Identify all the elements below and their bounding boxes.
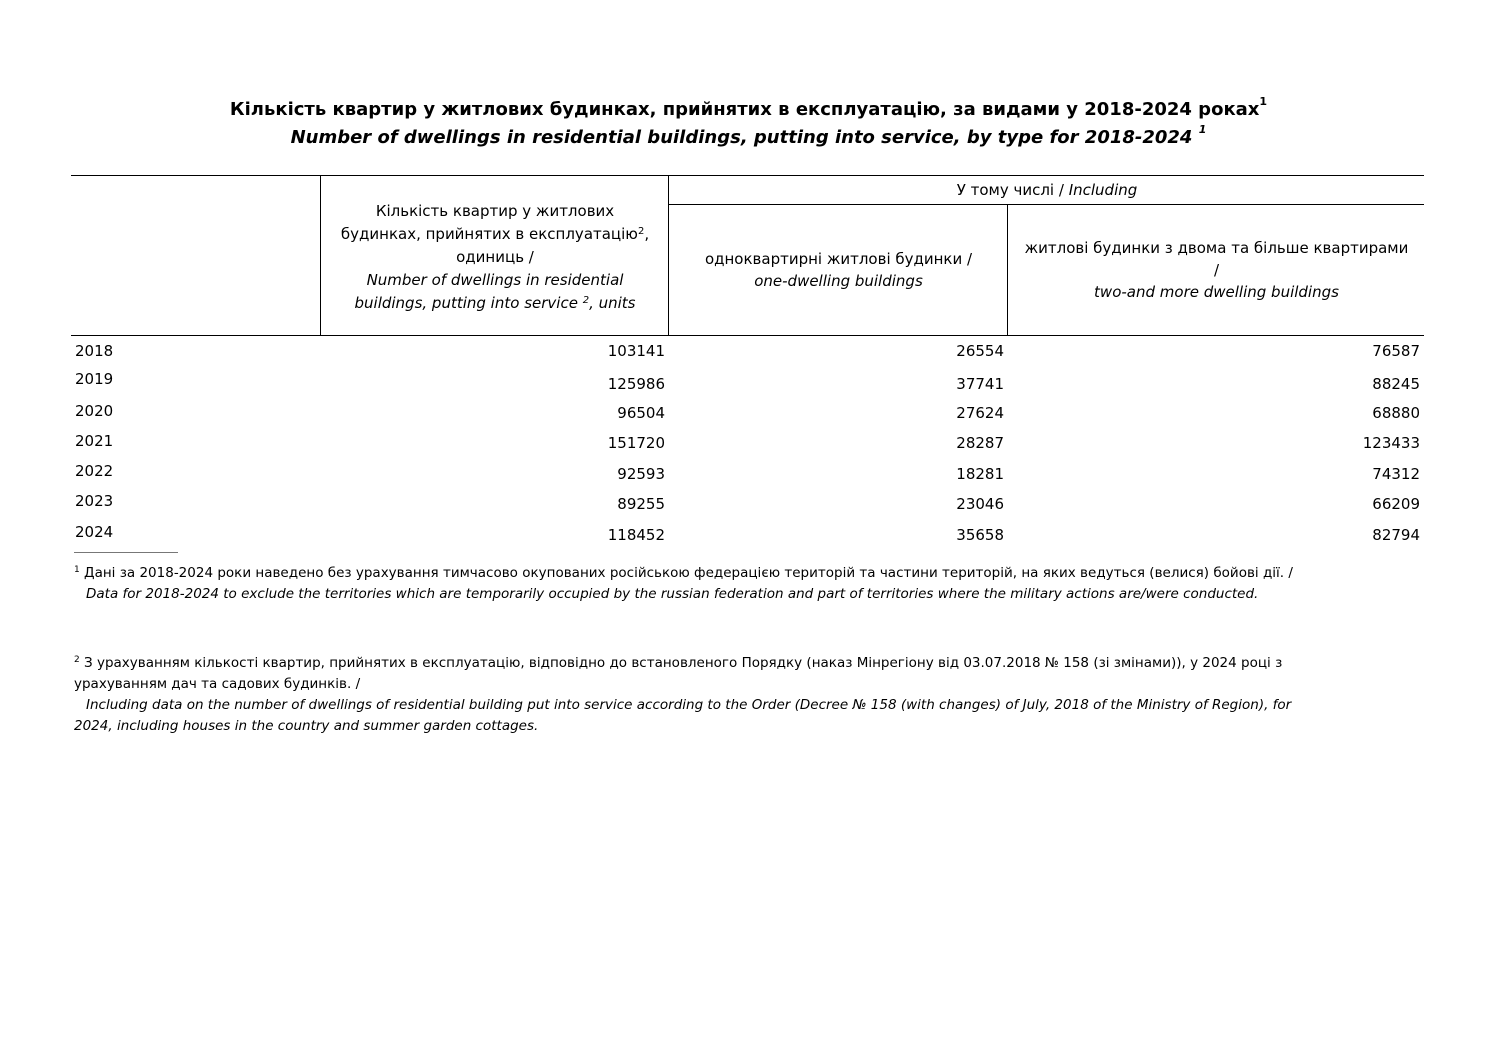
two-dwelling-cell: 74312 [1372,465,1420,483]
one-dwelling-cell: 18281 [956,465,1004,483]
one-dwelling-cell: 37741 [956,375,1004,393]
one-dwelling-cell: 26554 [956,342,1004,360]
year-cell: 2023 [75,492,114,510]
footnote-separator [74,552,178,553]
one-dwelling-cell: 27624 [956,404,1004,422]
header-bottom-rule [71,335,1424,336]
col-divider-2 [668,175,669,336]
including-subrule [668,204,1424,205]
header-two-and-more-dwelling: житлові будинки з двома та більше квартирами / two-and more dwelling buildings [1024,239,1409,301]
total-cell: 151720 [607,434,665,452]
title-uk-footnote-mark: 1 [1259,95,1268,108]
two-dwelling-cell: 68880 [1372,404,1420,422]
year-cell: 2024 [75,523,114,541]
two-dwelling-cell: 82794 [1372,526,1420,544]
year-cell: 2019 [75,370,114,388]
col-divider-3 [1007,204,1008,336]
footnote-2: $^2$ З урахуванням кількості квартир, прийнятих в експлуатацію, відповідно до встановленого Порядку (наказ Мінрегіону від 03.07.2018 № 158 (зі змінами)), у 2024 році з урахуванням дач та садових будинків. / Including data on the number of dwellings of residential building put into service according to the Order (Decree № 158 (with changes) of July, 2018 of the Ministry of Region), for 2024, including houses in the country and summer garden cottages. [74,655,1292,734]
two-dwelling-cell: 123433 [1362,434,1420,452]
total-cell: 92593 [617,465,665,483]
one-dwelling-cell: 28287 [956,434,1004,452]
year-cell: 2022 [75,462,114,480]
col-divider-1 [320,175,321,336]
total-cell: 96504 [617,404,665,422]
two-dwelling-cell: 76587 [1372,342,1420,360]
footnote-1: $^1$ Дані за 2018-2024 роки наведено без урахування тимчасово окупованих російською федерацією територій та частини територій, на яких ведуться (велися) бойові дії. / Data for 2018-2024 to exclude the territories which are temporarily occupied by the russian federation and part of territories where the military actions are/were conducted. [74,565,1293,602]
one-dwelling-cell: 23046 [956,495,1004,513]
total-cell: 89255 [617,495,665,513]
total-cell: 118452 [607,526,665,544]
header-total-dwellings: Кількість квартир у житлових будинках, прийнятих в експлуатацію$^2$, одиниць / Number of dwellings in residential buildings, putting into service $^2$, units [340,202,650,312]
header-including: У тому числі / Including [956,181,1138,199]
year-cell: 2020 [75,402,114,420]
two-dwelling-cell: 88245 [1372,375,1420,393]
total-cell: 125986 [607,375,665,393]
table-top-rule [71,175,1424,176]
year-cell: 2021 [75,432,114,450]
total-cell: 103141 [607,342,665,360]
header-one-dwelling: одноквартирні житлові будинки / one-dwelling buildings [704,250,973,290]
title-ukrainian: Кількість квартир у житлових будинках, прийнятих в експлуатацію, за видами у 2018-2024 роках$^1$ [229,95,1268,120]
title-en-footnote-mark: 1 [1198,123,1207,136]
title-english: Number of dwellings in residential buildings, putting into service, by type for 2018-2024 $^1$ [290,123,1207,148]
one-dwelling-cell: 35658 [956,526,1004,544]
year-cell: 2018 [75,342,114,360]
two-dwelling-cell: 66209 [1372,495,1420,513]
